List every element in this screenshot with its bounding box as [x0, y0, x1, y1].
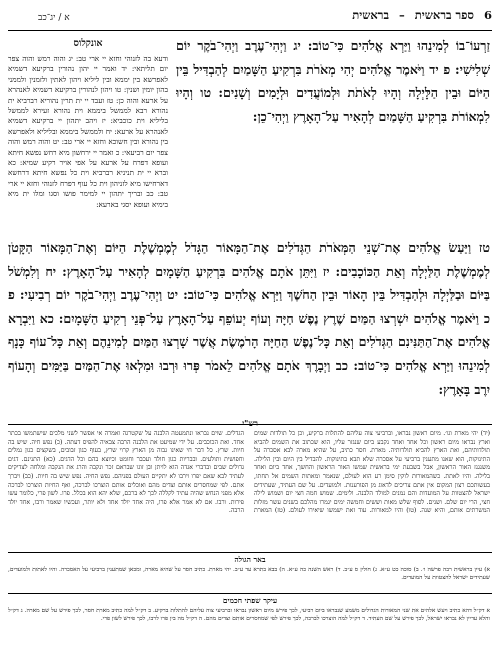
- header-rule: [8, 30, 492, 31]
- parsha-name: בראשית: [352, 8, 389, 22]
- torah-text-lower: טז וַיַּעַשׂ אֱלֹהִים אֶת־שְׁנֵי הַמְּאֹרֹת הַגְּדֹלִים אֶת־הַמָּאוֹר הַגָּדֹל לְמֶמְשֶׁלֶת הַיּוֹם וְאֶת־הַמָּאוֹר הַקָּטֹן לְמֶמְשֶׁלֶת הַלַּיְלָה וְאֵת הַכּוֹכָבִים: יז וַיִּתֵּן אֹתָם אֱלֹהִים בִּרְקִיעַ הַשָּׁמָיִם לְהָאִיר עַל־הָאָרֶץ: יח וְלִמְשֹׁל בַּיּוֹם וּבַלַּיְלָה וּלְהַבְדִּיל בֵּין הָאוֹר וּבֵין הַחֹשֶׁךְ וַיַּרְא אֱלֹהִים כִּי־טוֹב: יט וַיְהִי־עֶרֶב וַיְהִי־בֹקֶר יוֹם רְבִיעִי: פ כ וַיֹּאמֶר אֱלֹהִים יִשְׁרְצוּ הַמַּיִם שֶׁרֶץ נֶפֶשׁ חַיָּה וְעוֹף יְעוֹפֵף עַל־הָאָרֶץ עַל־פְּנֵי רְקִיעַ הַשָּׁמָיִם: כא וַיִּבְרָא אֱלֹהִים אֶת־הַתַּנִּינִם הַגְּדֹלִים וְאֵת כָּל־נֶפֶשׁ הַחַיָּה הָרֹמֶשֶׂת אֲשֶׁר שָׁרְצוּ הַמַּיִם לְמִינֵהֶם וְאֵת כָּל־עוֹף כָּנָף לְמִינֵהוּ וַיַּרְא אֱלֹהִים כִּי־טוֹב: כב וַיְבָרֶךְ אֹתָם אֱלֹהִים לֵאמֹר פְּרוּ וּרְבוּ וּמִלְאוּ אֶת־הַמַּיִם בַּיַּמִּים וְהָעוֹף יִרֶב בָּאָרֶץ:: [8, 240, 490, 397]
- rashi-commentary: (יד) יהי מארת וגו׳. מיום ראשון נבראו, וברביעי צוה עליהם להתלות ברקיע, וכן כל תולדות שמים וארץ נבראו מיום ראשון וכל אחד ואחד נקבע ביום שנגזר עליו, הוא שכתוב את השמים להביא תולדותיהם, ואת הארץ להביא תולדותיה. מארת. חסר כתיב, על שהיא מארה לבא אסכרה על התינוקות, הוא שאנו מתענין ברביעי על אסכרה שלא תבא בתינוקות. להבדיל בין היום ובין הלילה. משנגנז האור הראשון, אבל בשבעת ימי בראשית שמשו האור הראשון והחשך, אחד ביום ואחד בלילה. והיו לאתת. כשהמאורות לוקין סימן רע הוא לעולם, שנאמר ומאתות השמים אל תחתו, בעשותכם רצון המקום אין אתם צריכים לדאוג מן הפורענות. ולמועדים. על שם העתיד, שעתידים ישראל להצטוות על המועדות והם נמנים למולד הלבנה. ולימים. שמוש חמה חצי יום ושמוש לילה חצי, הרי יום שלם. ושנים. לסוף שלש מאות וששים וחמשה ימים יגמרו מהלכם בשנים עשר מזלות המשרתים אותם, והיא שנה. (טו) והיו למאורות. עוד זאת ישמשו שיאירו לעולם. (טז) המארת הגדלים. שוים נבראו ונתמעטה הלבנה על שקטרגה ואמרה אי אפשר לשני מלכים שישתמשו בכתר אחד. ואת הכוכבים. על ידי שמיעט את הלבנה הרבה צבאיה להפיס דעתה. (כ) נפש חיה. שיש בה חיות. שרץ. כל דבר חי שאינו גבוה מן הארץ קרוי שרץ, בעוף כגון זבובים, בשקצים כגון נמלים וחפושית ותולעים. ובבריות כגון חולד ועכבר וחומט וכיוצא בהם וכל הדגים. (כא) התנינם. דגים גדולים שבים ובדברי אגדה הוא לויתן ובן זוגו שבראם זכר ונקבה והרג את הנקבה ומלחה לצדיקים לעתיד לבא שאם יפרו וירבו לא יתקיים העולם בפניהם. נפש החיה. נפש שיש בה חיות. (כב) ויברך אתם. לפי שמחסרים אותם וצדים מהם ואוכלים אותם הוצרכו לברכה, ואף החיות הוצרכו לברכה אלא מפני הנחש שהיה עתיד לקללה לכך לא ברכם, שלא יהא הוא בכלל. פרו. לשון פרי, כלומר עשו פירות. ורבו. אם לא אמר אלא פרו, היה אחד יולד אחד ולא יותר, ועכשיו שאמר ורבו, אחד יולד הרבה.: [8, 430, 490, 515]
- sifsei-chachamim-heading: עיקר שפתי חכמים: [222, 596, 278, 605]
- book-title: ספר בראשית: [414, 8, 474, 22]
- commentary-rule: [8, 552, 492, 553]
- running-head: 6 ספר בראשית – בראשית: [352, 8, 492, 22]
- beer-hagolah-notes: א) עיין בראשית רבה פרשה ו׳. ב) סוכה כט ע״א. ג) חולין ס ע״ב. ד) ראש השנה כה ע״א. ה) בבא בתרא עד ע״ב. יהי מארת. כתיב חסר על שהיא מארה, ומכאן שמתענין ברביעי על האסכרה. והיו לאתות ולמועדים, שעתידים ישראל להצטוות על המועדים.: [8, 567, 490, 581]
- page-number: 6: [483, 8, 492, 22]
- onkelos-heading: אונקלוס: [73, 38, 103, 49]
- page-header: [0, 6, 500, 28]
- chapter-verse: א / יג־כב: [38, 13, 70, 23]
- beer-hagolah-heading: באר הגולה: [234, 555, 266, 564]
- sifsei-rule: [8, 593, 492, 594]
- rashi-heading: רש"י: [242, 418, 258, 428]
- torah-text: זַרְעוֹ־בוֹ לְמִינֵהוּ וַיַּרְא אֱלֹהִים כִּי־טוֹב: יג וַיְהִי־עֶרֶב וַיְהִי־בֹקֶר יוֹם שְׁלִישִׁי: פ יד וַיֹּאמֶר אֱלֹהִים יְהִי מְאֹרֹת בִּרְקִיעַ הַשָּׁמַיִם לְהַבְדִּיל בֵּין הַיּוֹם וּבֵין הַלָּיְלָה וְהָיוּ לְאֹתֹת וּלְמוֹעֲדִים וּלְיָמִים וְשָׁנִים: טו וְהָיוּ לִמְאוֹרֹת בִּרְקִיעַ הַשָּׁמַיִם לְהָאִיר עַל־הָאָרֶץ וַיְהִי־כֵן:: [176, 38, 490, 124]
- sifsei-chachamim-notes: א דק״ל דהא כתיב ויעש אלהים את שני המאורות הגדולים משמע שנבראו ביום רביעי, לכך פירש מיום ראשון נבראו וברביעי צוה עליהם להתלות ברקיע. ב דק״ל למה כתיב מארת חסר, לכך פירש על שם מארה. ג דק״ל והלא עדיין לא נבראו ישראל, לכך פירש על שם העתיד. ד דק״ל למה הוצרכו לברכה, לכך פירש לפי שמחסרים אותם וצדים מהם. ה דק״ל מה בין פרו לרבו, לכך פירש לשון פרי.: [8, 608, 490, 622]
- onkelos-translation: ודעא בה לזנוהי וחזא יי ארי טב: יג והוה רמש והוה צפר יום תליתאי: יד ואמר יי יהון נהורין ברקיעא דשמיא לאפרשא בין יממא ובין ליליא ויהון לאתין ולזמנין ולממני בהון יומין ושנין: טו ויהון לנהורין ברקיעא דשמיא לאנהרא על ארעא והוה כן: טז ועבד יי ית תרין נהוריא רברביא ית נהורא רבא לממשל ביממא וית נהורא זעירא לממשל בליליא וית כוכביא: יז ויהב יתהון יי ברקיעא דשמיא לאנהרא על ארעא: יח ולממשל ביממא ובליליא ולאפרשא בין נהורא ובין חשוכא וחזא יי ארי טב: יט והוה רמש והוה צפר יום רביעאי: כ ואמר יי ירחשון מיא רחש נפשא חיתא ועופא דפרח על ארעא על אפי אויר רקיע שמיא: כא וברא יי ית תניניא רברביא וית כל נפשא חיתא דרחשא דארחישו מיא לזניהון וית כל עוף דפרח לזנוהי וחזא יי ארי טב: כב ובריך יתהון יי למימר פושו וסגו ומלו ית מיא בימיא ועופא יסגי בארעא:: [8, 54, 168, 209]
